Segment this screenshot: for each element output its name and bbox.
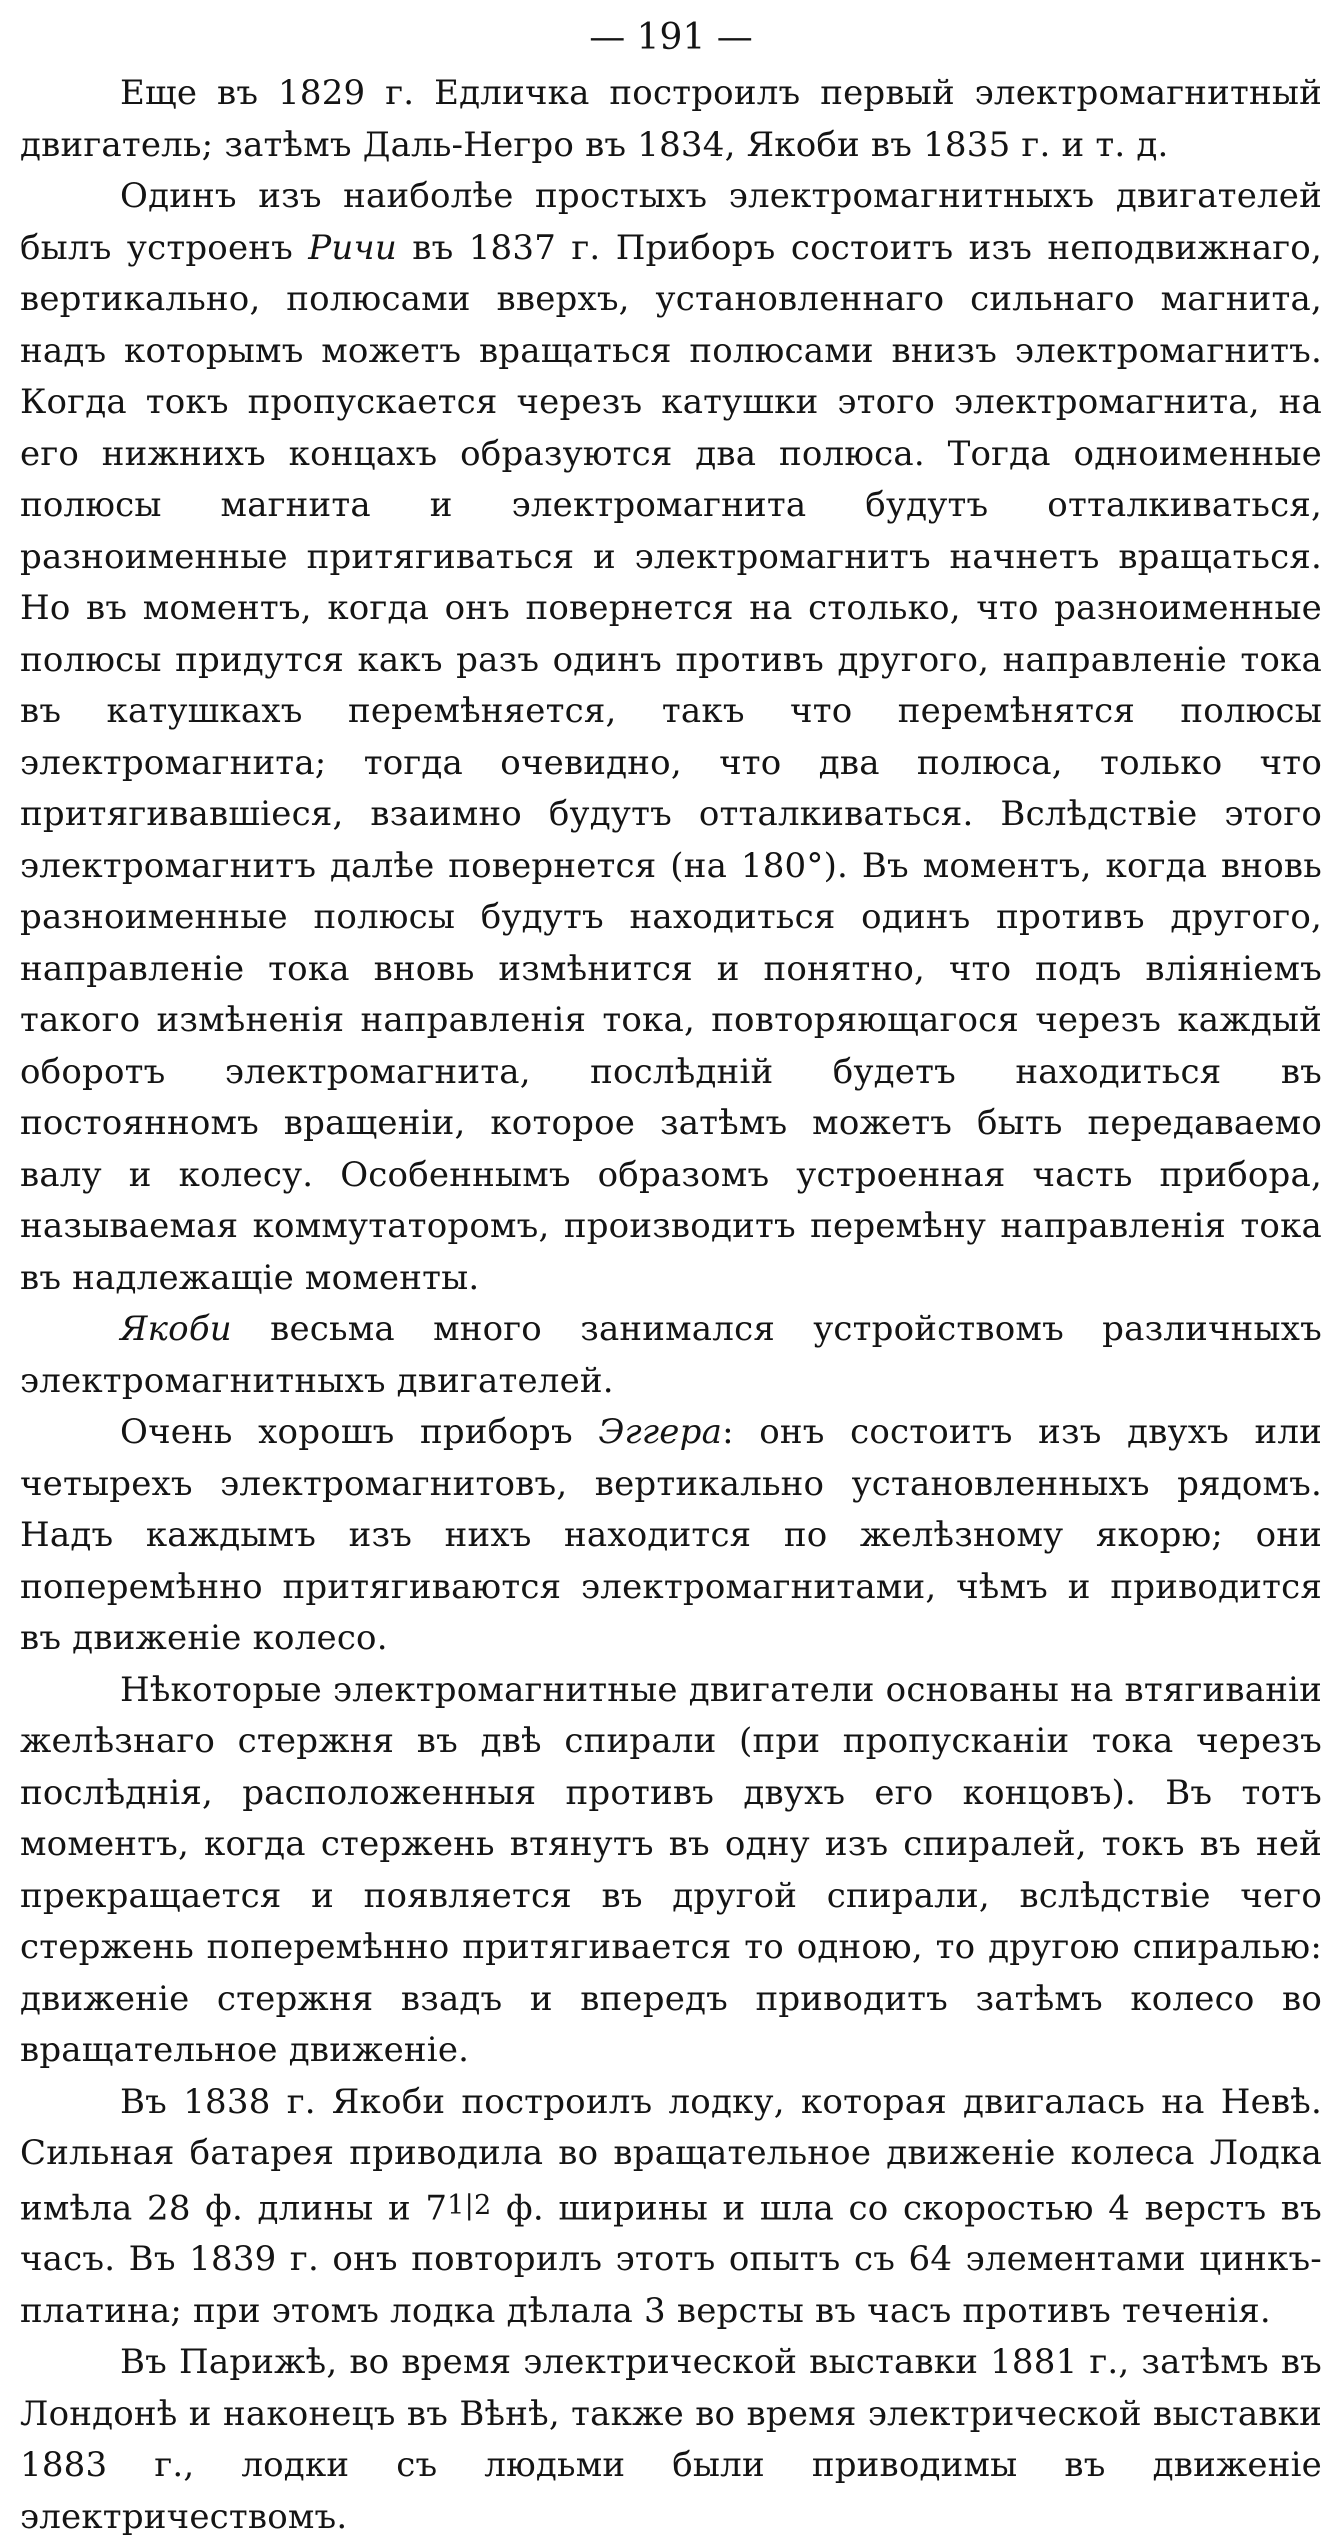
paragraph-7: [20, 2337, 1322, 2543]
italic-name: Эггера: [598, 1412, 723, 1452]
paragraph-5: [20, 1665, 1322, 2077]
paragraph-6: [20, 2077, 1322, 2338]
paragraph-2: [20, 171, 1322, 1304]
text-run: Въ 1838 г. Якоби построилъ лодку, которая двигалась на Невѣ. Сильная батарея приводила во вращательное движеніе колеса Лодка имѣла 28 ф. длины и 7: [20, 2081, 1322, 2228]
page-number: — 191 —: [589, 17, 753, 58]
italic-name: Якоби: [120, 1309, 232, 1349]
fraction: 1|2: [447, 2189, 492, 2221]
text-run: ф. ширины и шла со скоростью 4 верстъ въ часъ. Въ 1839 г. онъ повторилъ этотъ опытъ съ 64 элементами цинкъ-платина; при этомъ лодка дѣлала 3 версты въ часъ противъ теченія.: [20, 2187, 1322, 2331]
paragraph-3: [20, 1304, 1322, 1407]
text-run: Въ Парижѣ, во время электрической выставки 1881 г., затѣмъ въ Лондонѣ и наконецъ въ Вѣнѣ, также во время электрической выставки 1883 г., лодки съ людьми были приводимы въ движеніе электричествомъ.: [20, 2342, 1322, 2537]
text-run: Одинъ изъ наиболѣе простыхъ электромагнитныхъ двигателей былъ устроенъ: [20, 176, 1322, 268]
paragraph-1: [20, 68, 1322, 171]
text-run: весьма много занимался устройствомъ различныхъ электромагнитныхъ двигателей.: [20, 1309, 1322, 1401]
italic-name: Ричи: [308, 227, 397, 268]
text-run: : онъ состоитъ изъ двухъ или четырехъ электромагнитовъ, вертикально установленныхъ рядомъ. Надъ каждымъ изъ нихъ находится по желѣзному якорю; они поперемѣнно притягиваются электромагнитами, чѣмъ и приводится въ движеніе колесо.: [20, 1412, 1322, 1658]
paragraph-4: [20, 1407, 1322, 1665]
text-body: [20, 68, 1322, 2543]
text-run: Нѣкоторые электромагнитные двигатели основаны на втягиваніи желѣзнаго стержня въ двѣ спирали (при пропусканіи тока черезъ послѣднія, расположенныя противъ двухъ его концовъ). Въ тотъ моментъ, когда стержень втянутъ въ одну изъ спиралей, токъ въ ней прекращается и появляется въ другой спирали, вслѣдствіе чего стержень поперемѣнно притягивается то одною, то другою спиралью: движеніе стержня взадъ и впередъ приводитъ затѣмъ колесо во вращательное движеніе.: [20, 1669, 1322, 2070]
text-run: Еще въ 1829 г. Едличка построилъ первый электромагнитный двигатель; затѣмъ Даль-Негро въ 1834, Якоби въ 1835 г. и т. д.: [20, 73, 1322, 165]
text-run: въ 1837 г. Приборъ состоитъ изъ неподвижнаго, вертикально, полюсами вверхъ, установленнаго сильнаго магнита, надъ которымъ можетъ вращаться полюсами внизъ электромагнитъ. Когда токъ пропускается черезъ катушки этого электромагнита, на его нижнихъ концахъ образуются два полюса. Тогда одноименные полюсы магнита и электромагнита будутъ отталкиваться, разноименные притягиваться и электромагнитъ начнетъ вращаться. Но въ моментъ, когда онъ повернется на столько, что разноименные полюсы придутся какъ разъ одинъ противъ другого, направленіе тока въ катушкахъ перемѣняется, такъ что перемѣнятся полюсы электромагнита; тогда очевидно, что два полюса, только что притягивавшіеся, взаимно будутъ отталкиваться. Вслѣдствіе этого электромагнитъ далѣе повернется (на 180°). Въ моментъ, когда вновь разноименные полюсы будутъ находиться одинъ противъ другого, направленіе тока вновь измѣнится и понятно, что подъ вліяніемъ такого измѣненія направленія тока, повторяющагося черезъ каждый оборотъ электромагнита, послѣдній будетъ находиться въ постоянномъ вращеніи, которое затѣмъ можетъ быть передаваемо валу и колесу. Особеннымъ образомъ устроенная часть прибора, называемая коммутаторомъ, производитъ перемѣну направленія тока въ надлежащіе моменты.: [20, 227, 1322, 1298]
text-run: Очень хорошъ приборъ: [120, 1412, 599, 1452]
